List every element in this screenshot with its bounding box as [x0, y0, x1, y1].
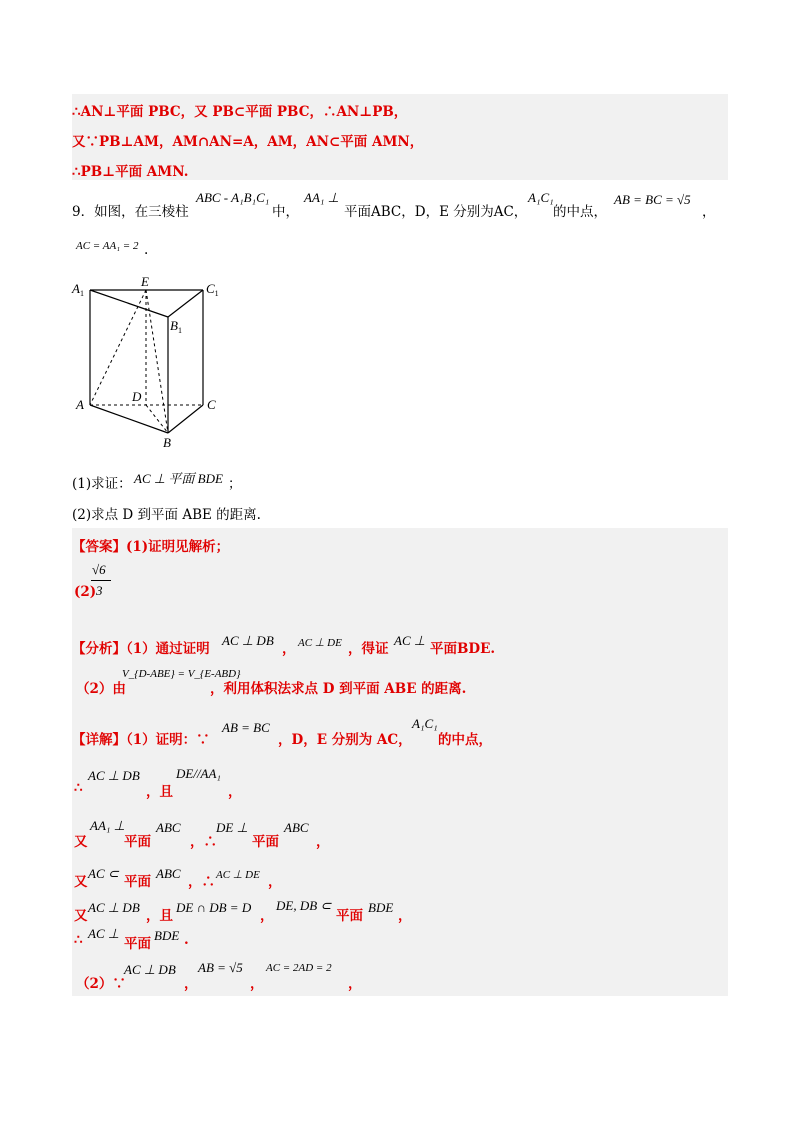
detail-l6-m1: AC ⊥: [88, 926, 120, 941]
problem-text-zhong: 中，: [272, 204, 299, 220]
prev-line-3: ∴PB⊥平面 AMN.: [72, 164, 189, 180]
prism-name: ABC - A₁B₁C₁: [196, 190, 270, 205]
detail-l6-m2: BDE: [154, 928, 180, 943]
detail-l1-end: 的中点，: [438, 732, 492, 748]
detail-l5-c2: ，: [260, 908, 274, 924]
a1c1-segment: A₁C₁: [528, 190, 554, 205]
detail-l3-m1: AA₁ ⊥: [90, 818, 125, 833]
ab-bc-equation: AB = BC = √5: [614, 192, 691, 207]
detail-l3-c: ，∴: [190, 834, 217, 850]
detail-l1-m2: A₁C₁: [412, 716, 438, 731]
detail-l1-mid: ，D，E 分别为 AC，: [278, 732, 412, 748]
detail-l7-m3: AC = 2AD = 2: [266, 962, 332, 974]
answer-frac-den: 3: [96, 583, 103, 598]
analysis-m3: AC ⊥: [394, 633, 426, 648]
detail-l5-c1: ，且: [146, 908, 173, 924]
question-2: (2)求点 D 到平面 ABE 的距离.: [72, 507, 261, 523]
prism-figure: [70, 275, 230, 450]
analysis-line2-pre: （2）由: [76, 681, 126, 697]
detail-l5-p: 平面: [336, 908, 363, 924]
detail-l4-m2: ABC: [156, 866, 181, 881]
label-b1: $B_1$: [170, 318, 182, 335]
problem-plane-text: 平面ABC，D，E 分别为AC，: [344, 204, 528, 220]
analysis-m1: AC ⊥ DB: [222, 633, 274, 648]
detail-l4-c: ，∴: [188, 874, 215, 890]
label-a1: $A_1$: [72, 281, 84, 298]
detail-l4-pre: 又: [74, 874, 88, 890]
detail-l1-m1: AB = BC: [222, 720, 270, 735]
detail-l7-m1: AC ⊥ DB: [124, 962, 176, 977]
analysis-c1: ，: [282, 641, 296, 657]
question-1-prefix: (1)求证：: [72, 476, 132, 492]
ac-aa1-equation: AC = AA₁ = 2: [76, 240, 139, 252]
detail-l3-m2: ABC: [156, 820, 181, 835]
detail-l1-tag: 【详解】（1）证明：∵: [72, 732, 210, 748]
detail-l3-end: ，: [316, 834, 330, 850]
detail-l6-end: .: [184, 932, 189, 948]
analysis-tag: 【分析】（1）通过证明: [72, 641, 210, 657]
analysis-volume-eq: V_{D-ABE} = V_{E-ABD}: [122, 668, 241, 680]
detail-l7-c2: ，: [250, 976, 264, 992]
detail-l4-m3: AC ⊥ DE: [216, 869, 260, 881]
question-1-suffix: ；: [228, 476, 242, 492]
prev-line-1: ∴AN⊥平面 PBC，又 PB⊂平面 PBC，∴AN⊥PB，: [72, 104, 408, 120]
label-a: A: [76, 397, 84, 412]
fraction-bar: [91, 580, 111, 581]
detail-l6-pre: ∴: [74, 932, 83, 948]
detail-l5-m1: AC ⊥ DB: [88, 900, 140, 915]
detail-l2-mid: ，且: [146, 784, 173, 800]
detail-l7-m2: AB = √5: [198, 960, 243, 975]
problem-comma: ，: [702, 204, 716, 220]
problem-period: .: [144, 242, 149, 258]
solution-box: [72, 528, 728, 996]
question-1-math: AC ⊥ 平面 BDE: [134, 471, 223, 486]
detail-l4-end: ，: [268, 874, 282, 890]
answer-part2-label: (2): [74, 584, 97, 600]
problem-number: 9．如图，在三棱柱: [72, 204, 189, 220]
answer-tag: 【答案】(1)证明见解析；: [72, 539, 230, 555]
detail-l7-c1: ，: [184, 976, 198, 992]
detail-l7-end: ，: [348, 976, 362, 992]
detail-l5-m4: BDE: [368, 900, 394, 915]
detail-l2-m2: DE//AA₁: [176, 766, 221, 781]
detail-l4-p1: 平面: [124, 874, 151, 890]
label-e: E: [141, 275, 149, 289]
prev-line-2: 又∵PB⊥AM，AM∩AN=A，AM，AN⊂平面 AMN，: [72, 134, 424, 150]
detail-l3-pre: 又: [74, 834, 88, 850]
analysis-c2: ，得证: [348, 641, 389, 657]
detail-l3-m3: DE ⊥: [216, 820, 248, 835]
detail-l4-m1: AC ⊂: [88, 866, 119, 881]
analysis-line2-post: ，利用体积法求点 D 到平面 ABE 的距离.: [210, 681, 467, 697]
detail-l6-p: 平面: [124, 936, 151, 952]
label-d: D: [132, 389, 142, 404]
detail-l5-end: ，: [398, 908, 412, 924]
detail-l3-p2: 平面: [252, 834, 279, 850]
problem-midpoint-text: 的中点，: [553, 204, 607, 220]
detail-l2-end: ，: [228, 784, 242, 800]
detail-l3-m4: ABC: [284, 820, 309, 835]
label-c: C: [207, 397, 216, 412]
aa1-perp: AA₁ ⊥: [304, 190, 339, 205]
detail-l5-m2: DE ∩ DB = D: [176, 900, 252, 915]
detail-l2-m1: AC ⊥ DB: [88, 768, 140, 783]
analysis-end: 平面BDE.: [430, 641, 496, 657]
answer-frac-num: √6: [92, 562, 106, 577]
detail-l5-pre: 又: [74, 908, 88, 924]
detail-l3-p1: 平面: [124, 834, 151, 850]
detail-l2-pre: ∴: [74, 780, 83, 796]
analysis-m2: AC ⊥ DE: [298, 637, 342, 649]
label-b: B: [163, 435, 171, 450]
detail-l7-pre: （2）∵: [76, 976, 126, 992]
detail-l5-m3: DE, DB ⊂: [276, 898, 332, 913]
label-c1: $C_1$: [206, 281, 219, 298]
